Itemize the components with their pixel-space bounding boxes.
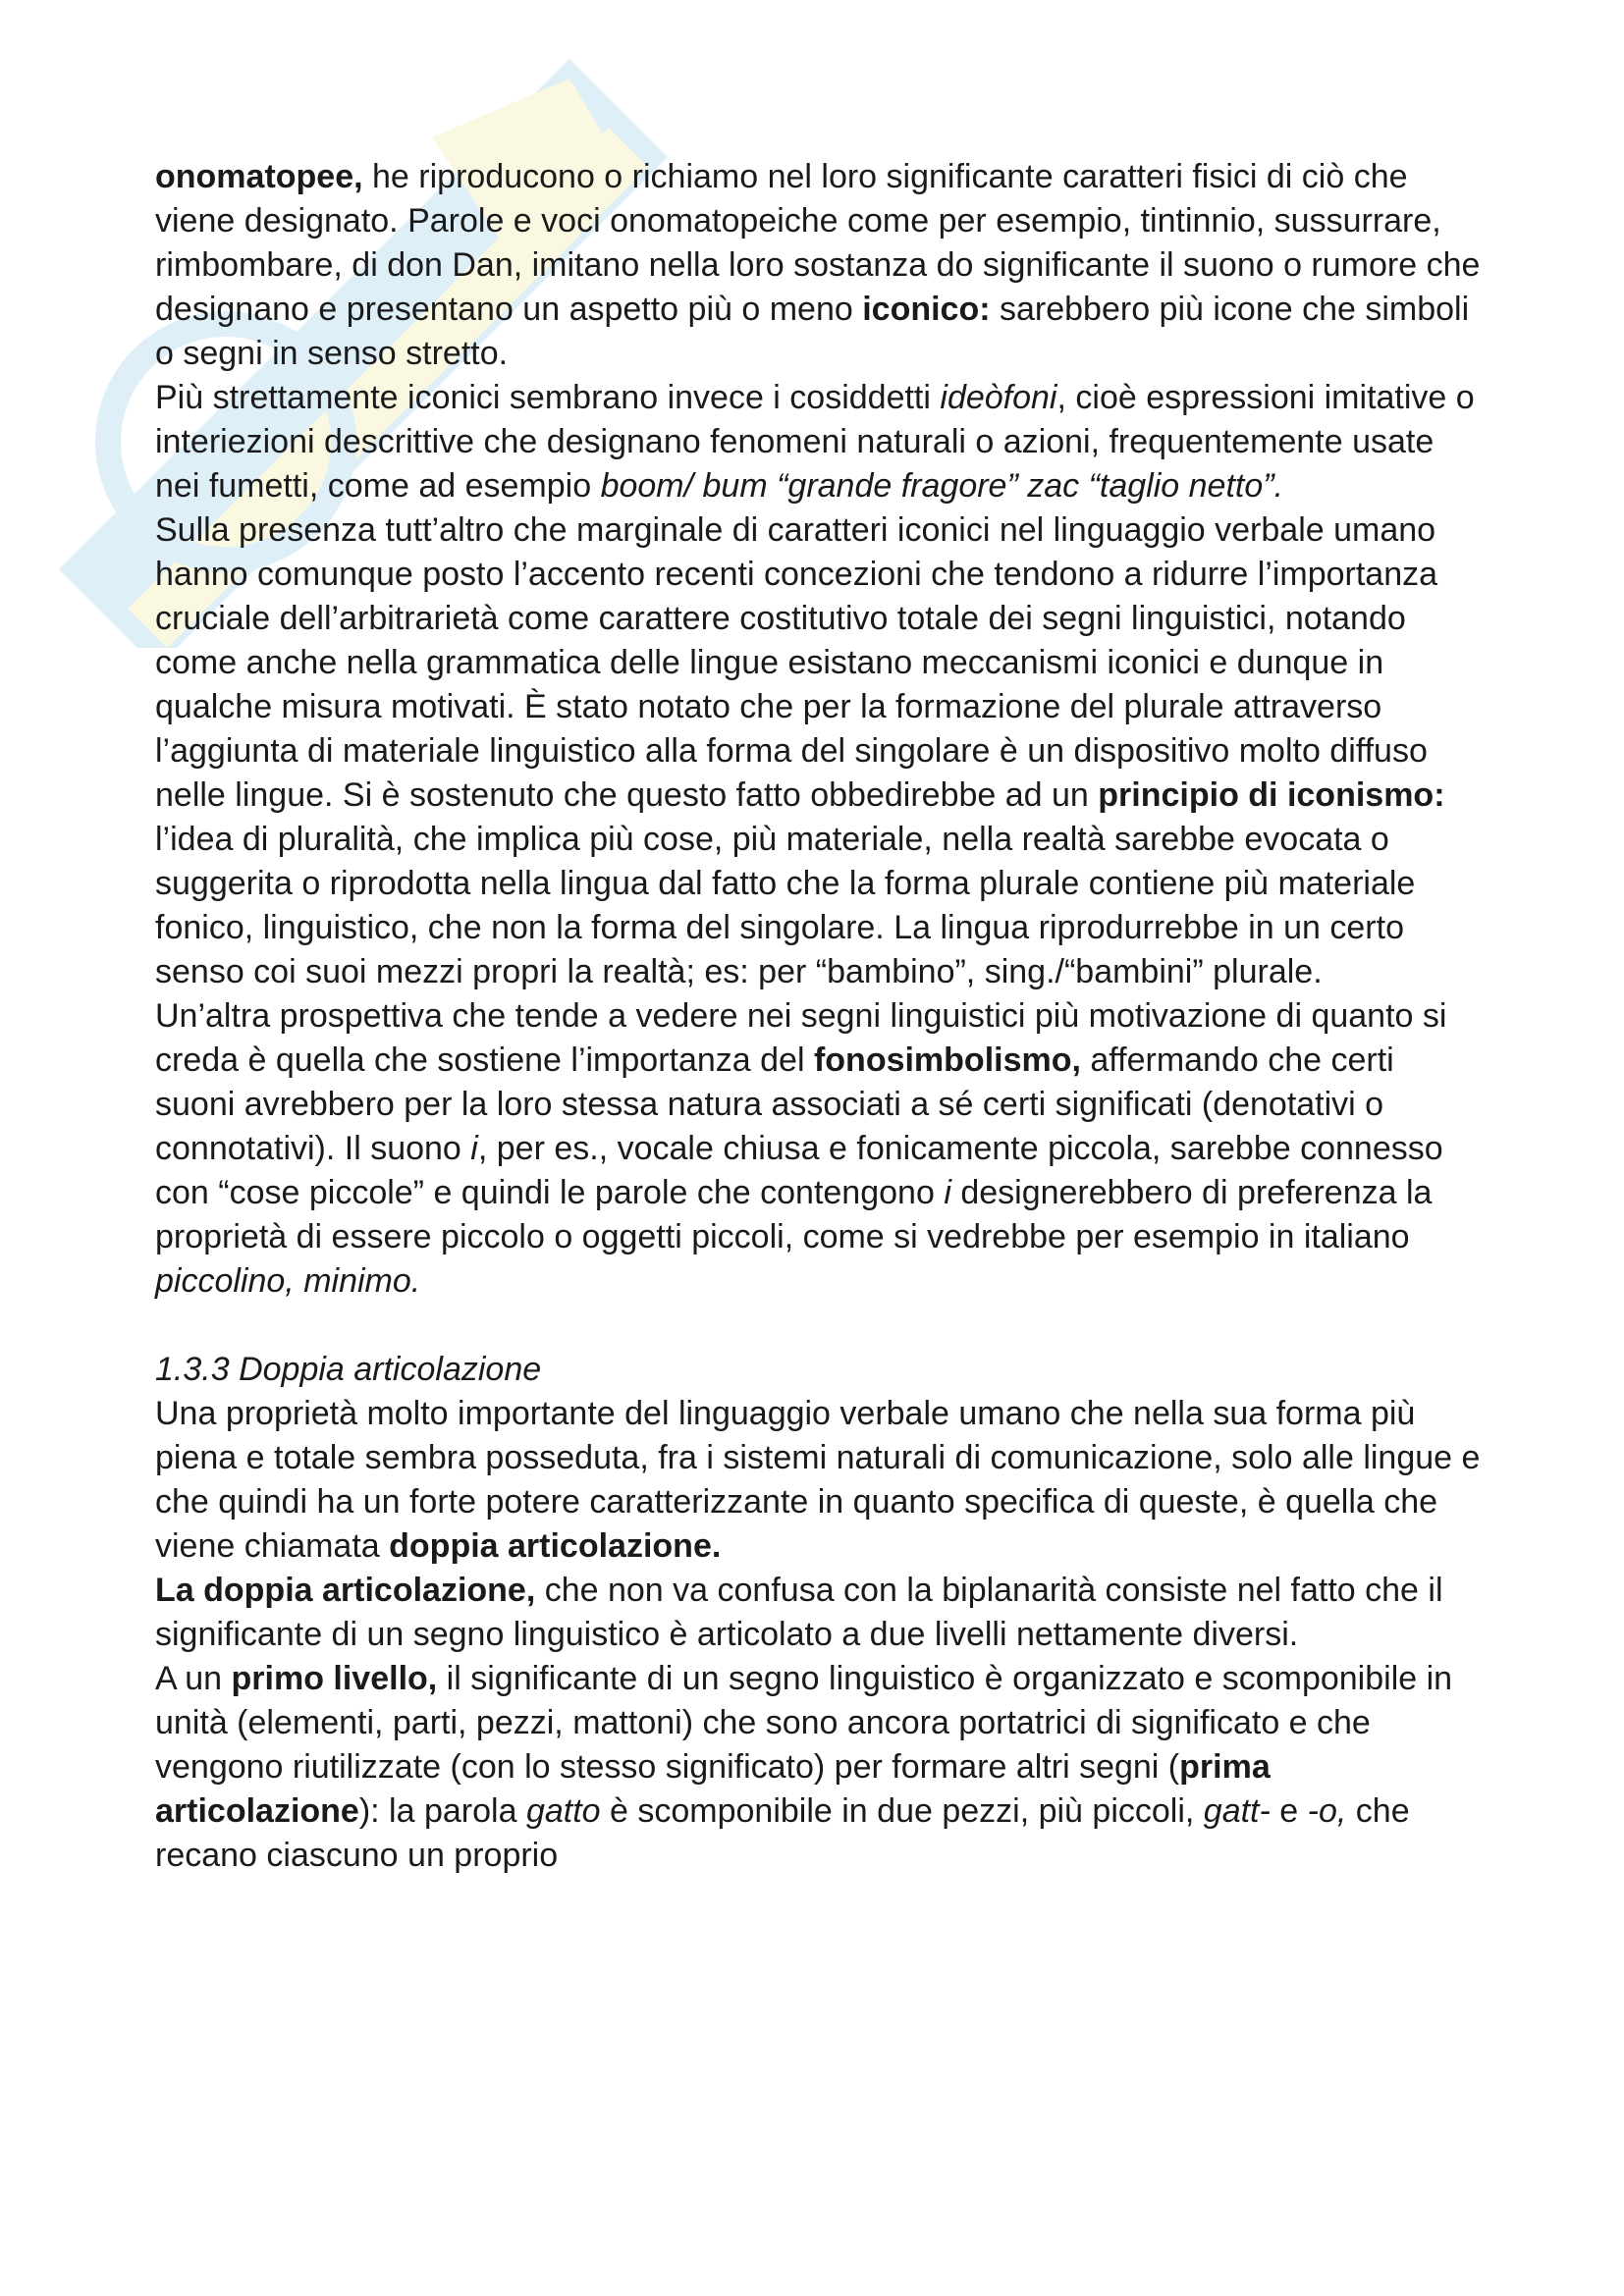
document-page xyxy=(155,155,1483,1878)
bold-text: principio di iconismo: xyxy=(1098,776,1445,814)
italic-text: i xyxy=(944,1174,951,1211)
italic-text: boom/ bum “grande fragore” zac “taglio netto”. xyxy=(600,467,1284,505)
italic-text: 1.3.3 Doppia articolazione xyxy=(155,1351,542,1388)
text-run: Un’altra prospettiva che tende a vedere nei segni linguistici più motivazione di quanto si creda è quella che sostiene l’importanza del xyxy=(155,997,1447,1079)
paragraph-onomatopee xyxy=(155,155,1483,376)
text-run: e xyxy=(1270,1792,1308,1830)
paragraph-ideofoni xyxy=(155,376,1483,508)
italic-text: gatt- xyxy=(1203,1792,1271,1830)
text-run: l’idea di pluralità, che implica più cose, più materiale, nella realtà sarebbe evocata o suggerita o riprodotta nella lingua dal fatto che la forma plurale contiene più materiale fonico, linguistico, che non la forma del singolare. La lingua riprodurrebbe in un certo senso coi suoi mezzi propri la realtà; es: per “bambino”, sing./“bambini” plurale. xyxy=(155,821,1416,990)
paragraph-proprieta xyxy=(155,1392,1483,1569)
paragraph-fonosimbolismo xyxy=(155,994,1483,1304)
bold-text: onomatopee, xyxy=(155,158,363,195)
text-run: Più strettamente iconici sembrano invece i cosiddetti xyxy=(155,379,941,416)
text-run: il significante di un segno linguistico è organizzato e scomponibile in unità (elementi, parti, pezzi, mattoni) che sono ancora portatrici di significato e che vengono riutilizzate (con lo stesso significato) per formare altri segni ( xyxy=(155,1660,1453,1786)
italic-text: gatto xyxy=(525,1792,601,1830)
paragraph-gap xyxy=(155,1304,1483,1348)
bold-text: primo livello, xyxy=(231,1660,438,1697)
text-run: affermando che certi suoni avrebbero per la loro stessa natura associati a sé certi significati (denotativi o connotativi). Il suono xyxy=(155,1041,1394,1167)
paragraph-primo-livello xyxy=(155,1657,1483,1878)
text-run: designerebbero di preferenza la proprietà di essere piccolo o oggetti piccoli, come si vedrebbe per esempio in italiano xyxy=(155,1174,1433,1255)
bold-text: prima articolazione xyxy=(155,1748,1271,1830)
paragraph-definizione xyxy=(155,1569,1483,1657)
bold-text: fonosimbolismo, xyxy=(813,1041,1081,1079)
bold-text: doppia articolazione. xyxy=(389,1527,722,1565)
italic-text: ideòfoni xyxy=(940,379,1057,416)
paragraph-iconismo xyxy=(155,508,1483,994)
section-heading xyxy=(155,1348,1483,1392)
text-run: , cioè espressioni imitative o interiezioni descrittive che designano fenomeni naturali o azioni, frequentemente usate nei fumetti, come ad esempio xyxy=(155,379,1475,505)
text-run: he riproducono o richiamo nel loro significante caratteri fisici di ciò che viene designato. Parole e voci onomatopeiche come per esempio, tintinnio, sussurrare, rimbombare, di don Dan, imitano nella loro sostanza do significante il suono o rumore che designano e presentano un aspetto più o meno xyxy=(155,158,1481,328)
text-run: , per es., vocale chiusa e fonicamente piccola, sarebbe connesso con “cose piccole” e quindi le parole che contengono xyxy=(155,1130,1443,1211)
text-run: ): la parola xyxy=(358,1792,526,1830)
text-run: A un xyxy=(155,1660,232,1697)
italic-text: -o, xyxy=(1307,1792,1347,1830)
bold-text: La doppia articolazione, xyxy=(155,1572,536,1609)
text-run: che recano ciascuno un proprio xyxy=(155,1792,1410,1874)
text-run: Sulla presenza tutt’altro che marginale di caratteri iconici nel linguaggio verbale umano hanno comunque posto l’accento recenti concezioni che tendono a ridurre l’importanza cruciale dell’arbitrarietà come carattere costitutivo totale dei segni linguistici, notando come anche nella grammatica delle lingue esistano meccanismi iconici e dunque in qualche misura motivati. È stato notato che per la formazione del plurale attraverso l’aggiunta di materiale linguistico alla forma del singolare è un dispositivo molto diffuso nelle lingue. Si è sostenuto che questo fatto obbedirebbe ad un xyxy=(155,511,1438,814)
italic-text: i xyxy=(470,1130,478,1167)
text-run: Una proprietà molto importante del linguaggio verbale umano che nella sua forma più piena e totale sembra posseduta, fra i sistemi naturali di comunicazione, solo alle lingue e che quindi ha un forte potere caratterizzante in quanto specifica di queste, è quella che viene chiamata xyxy=(155,1395,1481,1565)
text-run: che non va confusa con la biplanarità consiste nel fatto che il significante di un segno linguistico è articolato a due livelli nettamente diversi. xyxy=(155,1572,1443,1653)
italic-text: piccolino, minimo. xyxy=(155,1262,421,1300)
text-run: sarebbero più icone che simboli o segni in senso stretto. xyxy=(155,291,1470,372)
bold-text: iconico: xyxy=(862,291,991,328)
text-run: è scomponibile in due pezzi, più piccoli, xyxy=(600,1792,1204,1830)
